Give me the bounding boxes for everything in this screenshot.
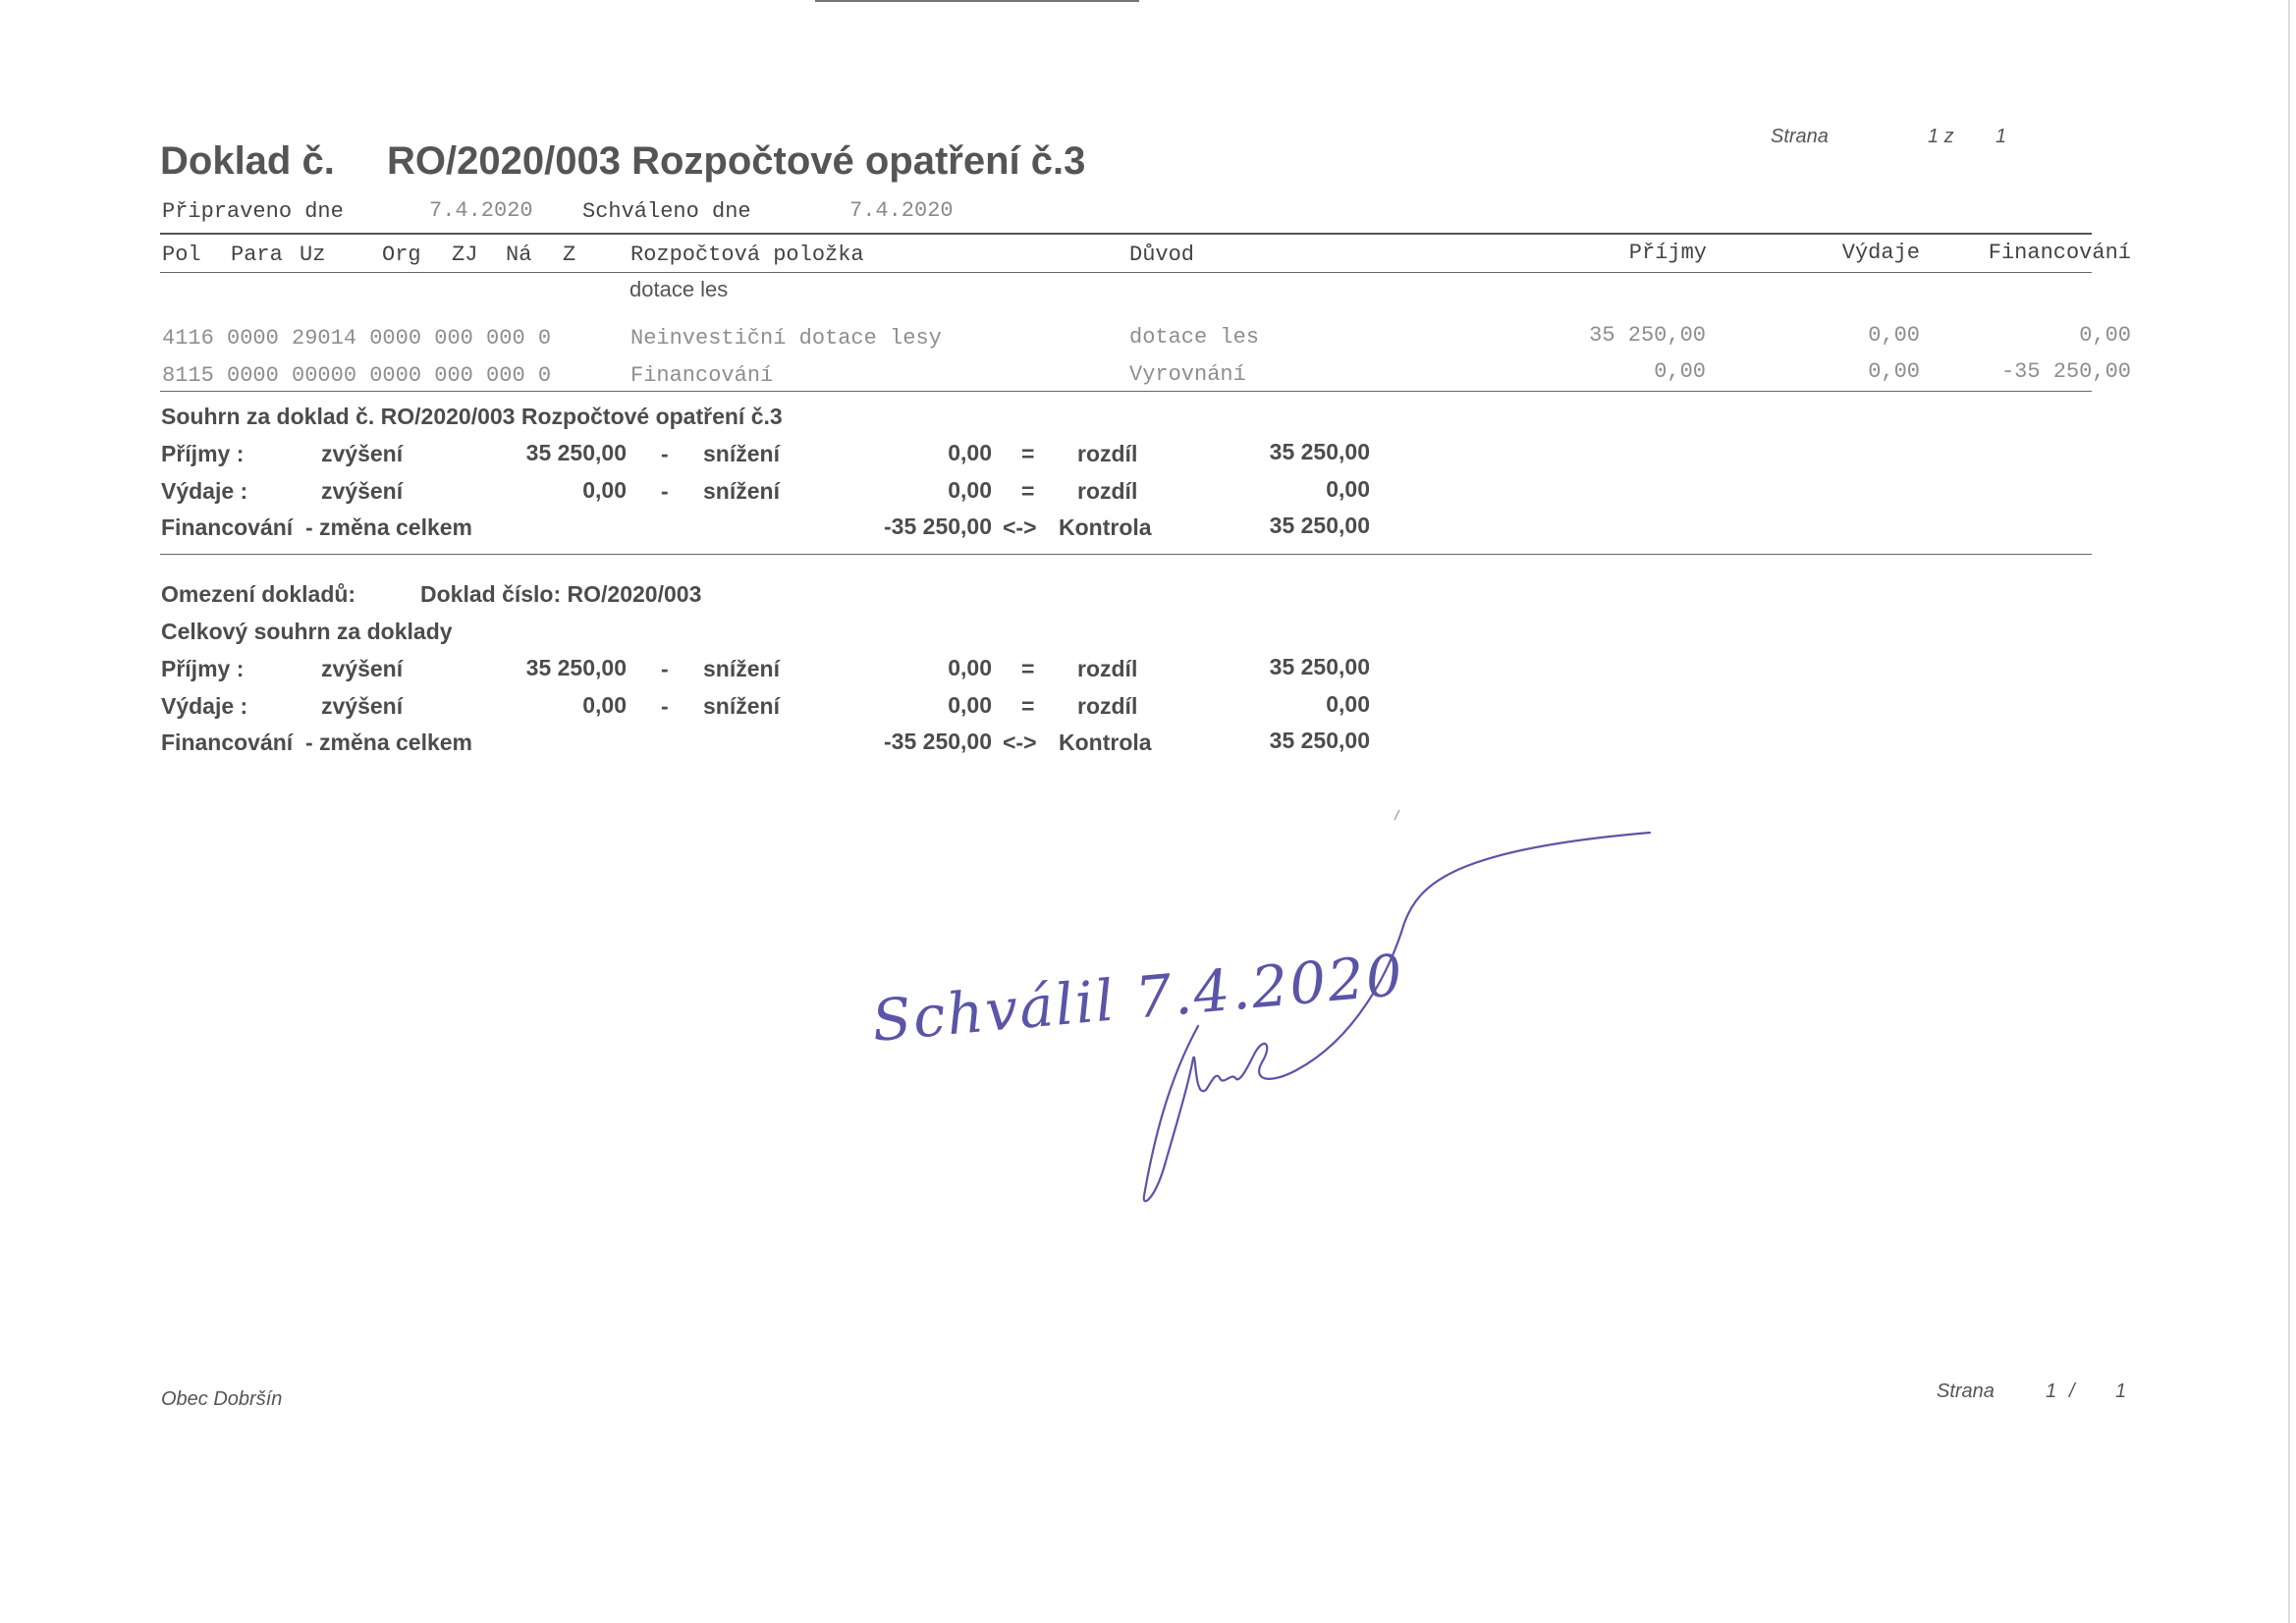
scan-artifact	[815, 0, 1139, 2]
total-fin-label: Financování - změna celkem	[161, 730, 473, 755]
summary-equals: =	[1021, 441, 1035, 466]
total-prijmy-snizeni: 0,00	[948, 655, 992, 680]
total-title: Celkový souhrn za doklady	[161, 619, 453, 644]
summary-minus: -	[661, 441, 669, 466]
summary-vydaje-rozdil: 0,00	[1326, 476, 1370, 502]
footer-page-total: 1	[2115, 1380, 2127, 1402]
summary-equals: =	[1021, 478, 1035, 504]
summary-snizeni-label: snížení	[703, 478, 780, 504]
total-snizeni-label: snížení	[703, 656, 780, 681]
divider	[160, 272, 2092, 273]
total-fin-value: -35 250,00	[884, 729, 992, 754]
col-org: Org	[382, 243, 421, 267]
summary-prijmy-snizeni: 0,00	[948, 440, 992, 465]
page-total: 1	[1995, 126, 2007, 147]
divider	[160, 554, 2092, 555]
total-kontrola-value: 35 250,00	[1269, 728, 1370, 753]
summary-minus: -	[661, 478, 669, 504]
total-vydaje-rozdil: 0,00	[1326, 691, 1370, 717]
summary-vydaje-snizeni: 0,00	[948, 477, 992, 503]
total-equals: =	[1021, 693, 1035, 719]
divider	[160, 233, 2092, 235]
total-prijmy-rozdil: 35 250,00	[1269, 654, 1370, 679]
total-vydaje-label: Výdaje :	[161, 693, 248, 719]
footer-page-label: Strana	[1937, 1380, 1995, 1402]
summary-snizeni-label: snížení	[703, 441, 780, 466]
summary-title: Souhrn za doklad č. RO/2020/003 Rozpočtové opatření č.3	[161, 404, 783, 429]
total-zvyseni-label: zvýšení	[321, 656, 404, 681]
handwritten-note: Schválil 7.4.2020	[869, 941, 1407, 1055]
total-minus: -	[661, 693, 669, 719]
summary-rozdil-label: rozdíl	[1077, 441, 1138, 466]
table-row-duvod: Vyrovnání	[1129, 362, 1246, 387]
table-row-financovani: 0,00	[2079, 323, 2131, 348]
approved-date: 7.4.2020	[849, 198, 954, 223]
col-polozka: Rozpočtová položka	[630, 243, 864, 267]
signature-tick	[1394, 810, 1399, 820]
divider	[160, 391, 2092, 392]
col-vydaje: Výdaje	[1841, 241, 1920, 265]
col-para: Para	[231, 243, 283, 267]
summary-arrow: <->	[1003, 514, 1037, 540]
doc-title: RO/2020/003 Rozpočtové opatření č.3	[387, 139, 1086, 183]
summary-vydaje-label: Výdaje :	[161, 478, 248, 504]
table-row-financovani: -35 250,00	[2000, 359, 2131, 384]
total-snizeni-label: snížení	[703, 693, 780, 719]
summary-kontrola-value: 35 250,00	[1269, 513, 1370, 538]
total-rozdil-label: rozdíl	[1077, 693, 1138, 719]
summary-fin-label: Financování - změna celkem	[161, 514, 473, 540]
col-prijmy: Příjmy	[1628, 241, 1707, 265]
summary-fin-value: -35 250,00	[884, 514, 992, 539]
doc-title-prefix: Doklad č.	[160, 139, 335, 183]
footer-slash: /	[2069, 1380, 2075, 1402]
summary-rozdil-label: rozdíl	[1077, 478, 1138, 504]
table-row-vydaje: 0,00	[1868, 359, 1920, 384]
footer-org: Obec Dobršín	[161, 1388, 283, 1410]
col-z: Z	[563, 243, 576, 267]
table-row-polozka: Neinvestiční dotace lesy	[630, 326, 942, 351]
approved-label: Schváleno dne	[582, 199, 751, 224]
total-prijmy-zvyseni: 35 250,00	[525, 655, 627, 680]
summary-zvyseni-label: zvýšení	[321, 478, 404, 504]
summary-kontrola-label: Kontrola	[1059, 514, 1152, 540]
restriction-label: Omezení dokladů:	[161, 581, 356, 607]
table-row-polozka: Financování	[630, 363, 774, 388]
col-zj: ZJ	[452, 243, 478, 267]
restriction-value: Doklad číslo: RO/2020/003	[420, 581, 702, 607]
page-label: Strana	[1771, 126, 1829, 147]
col-duvod: Důvod	[1129, 243, 1195, 267]
summary-prijmy-rozdil: 35 250,00	[1269, 439, 1370, 464]
total-rozdil-label: rozdíl	[1077, 656, 1138, 681]
total-minus: -	[661, 656, 669, 681]
col-financovani: Financování	[1988, 241, 2131, 265]
table-row-prijmy: 0,00	[1654, 359, 1706, 384]
summary-vydaje-zvyseni: 0,00	[582, 477, 627, 503]
handwritten-approval	[845, 805, 1699, 1227]
page-of: 1 z	[1928, 126, 1954, 147]
summary-prijmy-label: Příjmy :	[161, 441, 245, 466]
prepared-label: Připraveno dne	[162, 199, 344, 224]
col-na: Ná	[506, 243, 532, 267]
col-pol: Pol	[162, 243, 201, 267]
table-row-vydaje: 0,00	[1868, 323, 1920, 348]
total-kontrola-label: Kontrola	[1059, 730, 1152, 755]
table-row-prijmy: 35 250,00	[1589, 323, 1706, 348]
table-row-code: 8115 0000 00000 0000 000 000 0	[162, 363, 552, 388]
footer-page-num: 1	[2046, 1380, 2057, 1402]
scan-edge	[2288, 0, 2290, 1623]
summary-prijmy-zvyseni: 35 250,00	[525, 440, 627, 465]
summary-zvyseni-label: zvýšení	[321, 441, 404, 466]
total-vydaje-snizeni: 0,00	[948, 692, 992, 718]
col-uz: Uz	[300, 243, 326, 267]
table-row-duvod: dotace les	[1129, 325, 1260, 350]
total-vydaje-zvyseni: 0,00	[582, 692, 627, 718]
group-label: dotace les	[629, 277, 729, 301]
prepared-date: 7.4.2020	[429, 198, 533, 223]
total-prijmy-label: Příjmy :	[161, 656, 245, 681]
total-arrow: <->	[1003, 730, 1037, 755]
total-zvyseni-label: zvýšení	[321, 693, 404, 719]
table-row-code: 4116 0000 29014 0000 000 000 0	[162, 326, 552, 351]
total-equals: =	[1021, 656, 1035, 681]
